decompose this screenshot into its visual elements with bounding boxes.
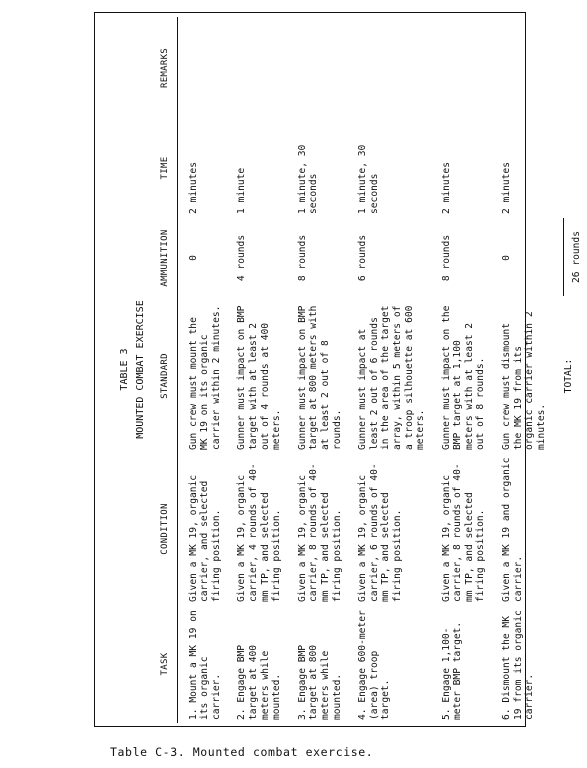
remarks-cell — [287, 17, 347, 119]
condition-cell: Given a MK 19, organic carrier, 6 rounds of 40-mm TP, and selected firing position. — [357, 463, 403, 602]
time-cell: 2 minutes — [440, 162, 452, 214]
table-titles — [94, 12, 152, 727]
task-cell: 2. Engage BMP target at 400 meters while mounted. — [236, 644, 283, 720]
ammunition-cell: 0 — [187, 255, 199, 261]
table-row — [226, 17, 286, 723]
remarks-cell — [347, 17, 431, 119]
rotated-table-page — [94, 12, 583, 727]
header-standard: STANDARD — [156, 299, 177, 453]
mounted-combat-table — [156, 17, 587, 723]
header-time: TIME — [156, 119, 177, 217]
ammunition-cell: 4 rounds — [236, 234, 248, 282]
header-remarks: REMARKS — [156, 17, 177, 119]
condition-cell: Given a MK 19 and organic carrier. — [501, 457, 524, 602]
standard-cell: Gun crew must mount the MK 19 on its organic carrier within 2 minutes. — [187, 305, 222, 450]
remarks-cell — [431, 17, 491, 119]
header-task: TASK — [156, 605, 177, 723]
header-condition: CONDITION — [156, 453, 177, 605]
standard-cell: Gunner must impact on BMP target at 800 meters with at least 2 out of 8 rounds. — [296, 305, 343, 450]
header-ammunition: AMMUNITION — [156, 217, 177, 299]
table-row — [287, 17, 347, 723]
time-cell: 1 minute, 30 seconds — [296, 144, 320, 214]
condition-cell: Given a MK 19, organic carrier, 8 rounds of 40-mm TP, and selected firing position. — [440, 463, 487, 602]
ammunition-cell: 6 rounds — [357, 234, 369, 282]
table-row — [177, 17, 226, 723]
table-row — [347, 17, 431, 723]
standard-cell: Gun crew must dismount the MK 19 from its organic carrier within 2 minutes. — [501, 311, 547, 450]
ammunition-cell: 8 rounds — [440, 234, 452, 282]
remarks-cell — [177, 17, 226, 119]
time-cell: 1 minute — [236, 167, 248, 214]
condition-cell: Given a MK 19, organic carrier, and selected firing position. — [187, 474, 222, 602]
table-row — [491, 17, 551, 723]
standard-cell: Gunner must impact on BMP target with at least 2 out of 4 rounds at 400 meters. — [236, 305, 283, 450]
task-cell: 5. Engage 1,100-meter BMP target. — [440, 621, 464, 720]
standard-cell: Gunner must impact at least 2 out of 6 rounds in the area of the target array, within 5 meters of a troop silhouette at 600 meters. — [357, 305, 427, 450]
condition-cell: Given a MK 19, organic carrier, 8 rounds of 40-mm TP, and selected firing position. — [296, 463, 343, 602]
header-row — [156, 17, 177, 723]
remarks-cell — [491, 17, 551, 119]
time-cell: 1 minute, 30 seconds — [357, 144, 380, 214]
table-row — [431, 17, 491, 723]
condition-cell: Given a MK 19, organic carrier, 4 rounds of 40-mm TP, and selected firing position. — [236, 463, 283, 602]
total-value: 26 rounds — [563, 218, 583, 296]
table-number: TABLE 3 — [119, 348, 130, 391]
total-row — [551, 17, 587, 723]
ammunition-cell: 8 rounds — [296, 234, 308, 282]
task-cell: 3. Engage BMP target at 800 meters while mounted. — [296, 644, 343, 720]
task-cell: 6. Dismount the MK 19 from its organic carrier. — [501, 610, 536, 720]
task-cell: 1. Mount a MK 19 on its organic carrier. — [187, 610, 222, 720]
time-cell: 2 minutes — [501, 162, 513, 214]
standard-cell: Gunner must impact on the BMP target at 1,100 meters with at least 2 out of 8 rounds. — [440, 305, 487, 450]
figure-caption: Table C-3. Mounted combat exercise. — [110, 745, 374, 759]
total-label: TOTAL: — [563, 358, 575, 394]
ammunition-cell: 0 — [501, 255, 513, 261]
time-cell: 2 minutes — [187, 162, 199, 214]
remarks-cell — [226, 17, 286, 119]
task-cell: 4. Engage 600-meter (area) troop target. — [357, 610, 392, 720]
table-title: MOUNTED COMBAT EXERCISE — [135, 300, 146, 439]
